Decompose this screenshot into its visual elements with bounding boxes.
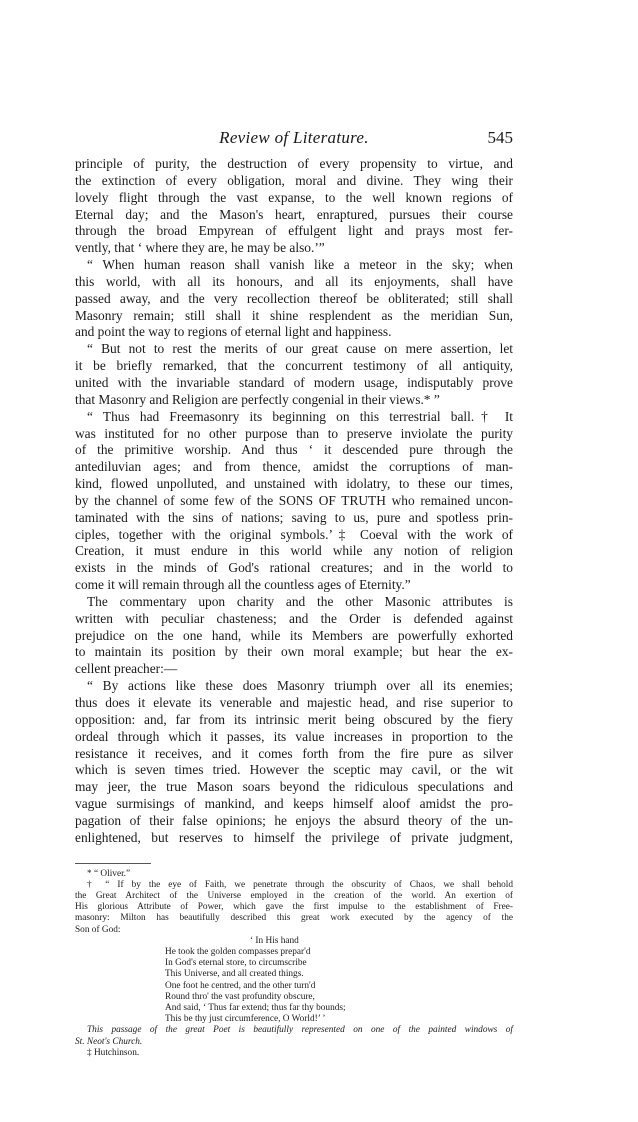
text-line: opposition: and, far from its intrinsic merit being obscured by the fiery (75, 711, 513, 727)
text-line: written with peculiar chasteness; and the Order is defended against (75, 610, 513, 626)
poem-line: This be thy just circumference, O World!’ ’ (165, 1014, 326, 1025)
text-line: resistance it receives, and it comes forth from the fire pure as silver (75, 745, 513, 761)
text-line: Eternal day; and the Mason's heart, enraptured, pursues their course (75, 206, 513, 222)
footnote-line: This passage of the great Poet is beautifully represented on one of the painted windows of (87, 1025, 513, 1036)
poem-line: One foot he centred, and the other turn'd (165, 980, 316, 991)
text-line: to maintain its position by their own moral example; but hear the ex- (75, 644, 513, 660)
footnote-rule (75, 863, 151, 864)
text-line: vague surmisings of mankind, and keeps himself aloof amidst the pro- (75, 796, 513, 812)
text-line: of the primitive worship. And thus ‘ it descended pure through the (75, 442, 513, 458)
footnote-line: Son of God: (75, 924, 121, 935)
poem-line: Round thro' the vast profundity obscure, (165, 991, 315, 1002)
footnote-milton (75, 880, 513, 936)
text-line: thus does it elevate its venerable and majestic head, and rise superior to (75, 695, 513, 710)
footnote-line: the Great Architect of the Universe employed in the creation of the world. An exertion of (75, 891, 513, 901)
page-header (75, 128, 513, 150)
text-line: pagation of their false opinions; he enjoys the absurd theory of the un- (75, 812, 513, 828)
text-line: “ By actions like these does Masonry triumph over all its enemies; (87, 678, 513, 694)
text-line: lovely flight through the vast expanse, to the well known regions of (75, 189, 513, 205)
poem-line: This Universe, and all created things. (165, 969, 304, 980)
text-line: through the broad Empyrean of effulgent light and prays most fer- (75, 223, 513, 239)
footnote-hutchinson: ‡ Hutchinson. (87, 1047, 140, 1058)
text-line: united with the invariable standard of modern usage, indisputably prove (75, 374, 513, 390)
poem-line: He took the golden compasses prepar'd (165, 947, 311, 958)
text-line: ordeal through which it passes, its value increases in proportion to the (75, 728, 513, 744)
text-line: that Masonry and Religion are perfectly congenial in their views.* ” (75, 391, 440, 407)
footnote-passage (75, 1025, 513, 1047)
text-line: “ But not to rest the merits of our great cause on mere assertion, let (87, 341, 513, 357)
footnote-line: masonry: Milton has beautifully described this great work executed by the agency of the (75, 913, 513, 924)
text-line: and point the way to regions of eternal light and happiness. (75, 324, 392, 340)
text-line: this world, with all its honours, and all its enjoyments, shall have (75, 273, 513, 289)
text-line: principle of purity, the destruction of every propensity to virtue, and (75, 156, 513, 171)
text-line: passed away, and the very recollection thereof be obliterated; still shall (75, 290, 513, 306)
text-line: enlightened, but reserves to himself the privilege of private judgment, (75, 829, 513, 845)
running-title: Review of Literature. (219, 128, 369, 147)
main-text (75, 156, 513, 847)
page-number: 545 (487, 128, 513, 147)
text-line: vently, that ‘ where they are, he may be also.’” (75, 240, 325, 256)
text-line: cellent preacher:— (75, 661, 178, 677)
text-line: The commentary upon charity and the other Masonic attributes is (87, 593, 513, 609)
text-line: was instituted for no other purpose than to preserve inviolate the purity (75, 425, 513, 441)
footnote-line: St. Neot's Church. (75, 1036, 143, 1047)
text-line: by the channel of some few of the SONS OF TRUTH who remained uncon- (75, 492, 513, 508)
text-line: antediluvian ages; and from thence, amidst the corruptions of man- (75, 459, 513, 475)
text-line: ciples, together with the original symbols.’‡ Coeval with the work of (75, 526, 513, 542)
text-line: prejudice on the one hand, while its Members are powerfully exhorted (75, 627, 513, 643)
footnote-poem (75, 936, 513, 1026)
text-line: Creation, it must endure in this world while any notion of religion (75, 543, 513, 559)
footnote-oliver: * “ Oliver.” (87, 868, 131, 879)
footnote-line: His glorious Attribute of Power, which gave the first impulse to the establishment of Free- (75, 902, 513, 913)
text-line: may jeer, the true Mason soars beyond the ridiculous speculations and (75, 779, 513, 795)
text-line: which is seven times tried. However the sceptic may cavil, or the wit (75, 762, 513, 778)
text-line: “ Thus had Freemasonry its beginning on this terrestrial ball.† It (87, 408, 513, 424)
poem-line: In God's eternal store, to circumscribe (165, 958, 307, 969)
poem-line: ‘ In His hand (250, 935, 299, 946)
text-line: Masonry remain; still shall it shine resplendent as the meridian Sun, (75, 307, 513, 323)
text-line: exists in the minds of God's rational creatures; and in the world to (75, 560, 513, 576)
text-line: come it will remain through all the countless ages of Eternity.” (75, 577, 411, 593)
text-line: “ When human reason shall vanish like a meteor in the sky; when (87, 257, 513, 273)
text-line: it be briefly remarked, that the concurrent testimony of all antiquity, (75, 358, 513, 374)
footnotes (75, 869, 513, 1059)
book-page (75, 128, 513, 1059)
text-line: the extinction of every obligation, moral and divine. They wing their (75, 172, 513, 188)
text-line: taminated with the sins of nations; saving to us, pure and spotless prin- (75, 509, 513, 525)
poem-line: And said, ‘ Thus far extend; thus far thy bounds; (165, 1003, 346, 1014)
footnote-line: † “ If by the eye of Faith, we penetrate through the obscurity of Chaos, we shall behold (87, 879, 513, 890)
text-line: kind, flowed unpolluted, and unstained with idolatry, to these our times, (75, 476, 513, 492)
